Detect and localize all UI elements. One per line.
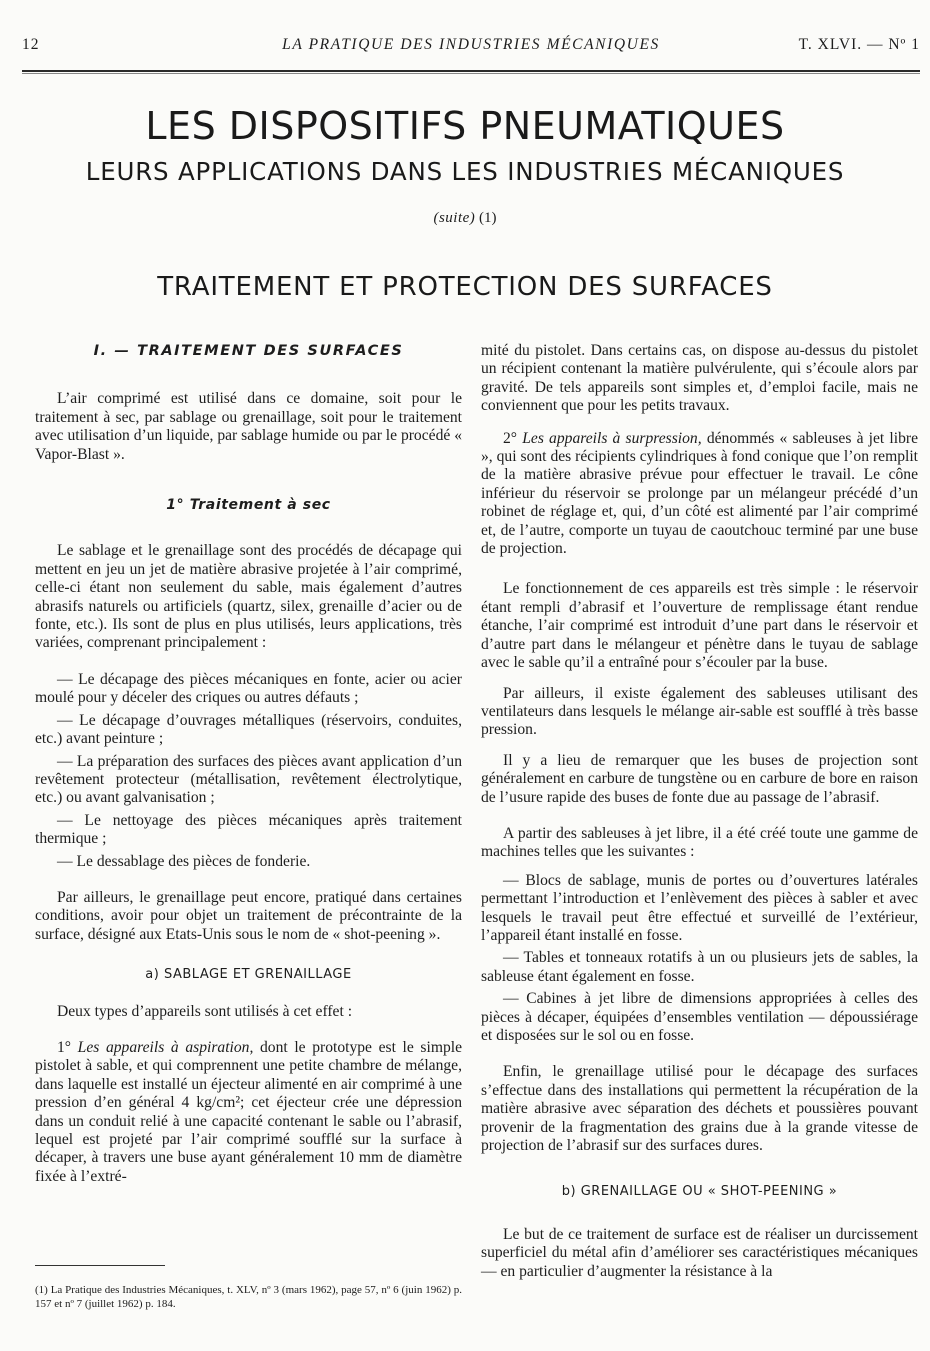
paragraph: Le fonctionnement de ces appareils est très simple : le réservoir étant rempli d’abrasif et l’ouverture de remplissage étant rendue étanche, l’air comprimé est introduit d’une part dans le réservoir et d’autre part dans le mélangeur et pénètre dans le tuyau de sablage avec le sable qu’il a entraîné pour s’écouler par la buse. bbox=[481, 580, 918, 672]
heading-shot-peening: b) GRENAILLAGE OU « SHOT-PEENING » bbox=[561, 1184, 838, 1200]
heading-traitement-surfaces: I. — TRAITEMENT DES SURFACES bbox=[93, 343, 404, 359]
paragraph bbox=[35, 1039, 462, 1186]
list-item: — Blocs de sablage, munis de portes ou d’ouvertures latérales permettant l’introduction et l’enlèvement des pièces à sabler et avec lesquels le travail peut être effectué et surveillé de l’extérieur, l’appareil étant installé en fosse. bbox=[481, 871, 918, 944]
heading-sablage-grenaillage: a) SABLAGE ET GRENAILLAGE bbox=[145, 967, 352, 983]
emphasis: Les appareils à aspiration, bbox=[77, 1038, 254, 1056]
header-rule-thin bbox=[22, 73, 920, 74]
heading-traitement-sec: 1° Traitement à sec bbox=[166, 497, 331, 514]
footnote-ref: (1) bbox=[479, 210, 497, 226]
running-header bbox=[22, 36, 920, 58]
article-subtitle: LEURS APPLICATIONS DANS LES INDUSTRIES MÉCANIQUES bbox=[85, 157, 845, 186]
suite-note bbox=[0, 210, 930, 227]
list-item: — Tables et tonneaux rotatifs à un ou plusieurs jets de sables, la sableuse étant également en fosse. bbox=[481, 949, 918, 985]
suite-label: (suite) bbox=[433, 210, 476, 226]
paragraph: Il y a lieu de remarquer que les buses de projection sont généralement en carbure de tungstène ou en carbure de bore en raison de l’usure rapide des buses de fonte due au passage de l’abrasif. bbox=[481, 751, 918, 806]
journal-title: LA PRATIQUE DES INDUSTRIES MÉCANIQUES bbox=[282, 36, 660, 53]
paragraph: mité du pistolet. Dans certains cas, on dispose au-dessus du pistolet un récipient contenant la matière pulvérulente, qui s’écoule alors par gravité. De tels appareils sont simples et, d’emploi facile, mais ne conviennent que pour les petits travaux. bbox=[481, 342, 918, 415]
list-item: — Le dessablage des pièces de fonderie. bbox=[57, 852, 311, 870]
list-number: 2° bbox=[503, 429, 523, 447]
paragraph: Enfin, le grenaillage utilisé pour le décapage des surfaces s’effectue dans des installations qui permettent la récupération de la matière abrasive avec séparation des déchets et poussières pouvant provenir de la fragmentation des grains due à la grande vitesse de projection de l’abrasif sur des surfaces dures. bbox=[481, 1063, 918, 1155]
emphasis: Les appareils à surpression, bbox=[522, 429, 702, 447]
paragraph: Deux types d’appareils sont utilisés à cet effet : bbox=[57, 1002, 353, 1020]
list-item: — Cabines à jet libre de dimensions appropriées à celles des pièces à décaper, équipées d’ensembles ventilation — dépoussiérage et disposées sur le sol ou en fosse. bbox=[481, 990, 918, 1044]
right-column bbox=[481, 342, 918, 1281]
list-item: — Le décapage des pièces mécaniques en fonte, acier ou acier moulé pour y déceler des criques ou autres défauts ; bbox=[35, 670, 462, 707]
paragraph: L’air comprimé est utilisé dans ce domaine, soit pour le traitement à sec, par sablage ou grenaillage, soit pour le traitement avec utilisation d’un liquide, par sablage humide ou par le procédé « Vapor-Blast ». bbox=[35, 390, 462, 463]
paragraph: Par ailleurs, le grenaillage peut encore, pratiqué dans certaines conditions, avoir pour objet un traitement de précontrainte de la surface, désigné aux Etats-Unis sous le nom de « shot-peening ». bbox=[35, 888, 462, 943]
paragraph: Par ailleurs, il existe également des sableuses utilisant des ventilateurs dans lesquels le mélange air-sable est soufflé à très basse pression. bbox=[481, 684, 918, 739]
footnote: (1) La Pratique des Industries Mécaniques, t. XLV, nº 3 (mars 1962), page 57, nº 6 (juin 1962) p. 157 et nº 7 (juillet 1962) p. 184. bbox=[35, 1284, 462, 1310]
list-item: — La préparation des surfaces des pièces avant application d’un revêtement protecteur (métallisation, revêtement électrolytique, etc.) ou avant galvanisation ; bbox=[35, 752, 462, 807]
volume-number: T. XLVI. — Nº 1 bbox=[798, 36, 920, 53]
footnote-rule bbox=[35, 1265, 165, 1266]
list-number: 1° bbox=[57, 1038, 78, 1056]
paragraph-text: dénommés « sableuses à jet libre », qui sont des récipients cylindriques à fond conique que l’on remplit de la matière abrasive prévue pour effectuer le travail. Le cône inférieur du réservoir se prolonge par un mélangeur précédé d’un robinet de réglage et, qui, d’un côté est alimenté par l’air comprimé et, de l’autre, comporte un tuyau de caoutchouc terminé par une buse de projection. bbox=[481, 429, 919, 558]
paragraph: Le sablage et le grenaillage sont des procédés de décapage qui mettent en jeu un jet de matière abrasive projetée à l’air comprimé, celle-ci étant non seulement du sable, mais également d’autres abrasifs naturels ou artificiels (quartz, silex, grenaille d’acier ou de fonte, etc.). Ils sont de plus en plus utilisés, leurs applications, très variées, comprenant principalement : bbox=[35, 542, 462, 652]
left-column bbox=[35, 342, 462, 1186]
paragraph: Le but de ce traitement de surface est de réaliser un durcissement superficiel du métal afin d’améliorer ses caractéristiques mécaniques — en particulier d’augmenter la résistance à la bbox=[481, 1225, 918, 1280]
header-rule bbox=[22, 70, 920, 72]
list-item: — Le nettoyage des pièces mécaniques après traitement thermique ; bbox=[35, 811, 462, 848]
paragraph-text: dont le prototype est le simple pistolet à sable, et qui comprennent une petite chambre de mélange, dans laquelle est installé un éjecteur alimenté en air comprimé à une pression d’en général 4 kg/cm²; cet éjecteur crée une dépression dans un conduit relié à une capacité contenant le sable ou l’abrasif, lequel est projeté par l’air comprimé soufflé sur la surface à décaper, à travers une buse ayant généralement 10 mm de diamètre fixée à l’extré- bbox=[35, 1038, 462, 1185]
paragraph bbox=[481, 430, 918, 559]
section-title: TRAITEMENT ET PROTECTION DES SURFACES bbox=[157, 272, 773, 302]
paragraph: A partir des sableuses à jet libre, il a été créé toute une gamme de machines telles que les suivantes : bbox=[481, 824, 918, 861]
list-item: — Le décapage d’ouvrages métalliques (réservoirs, conduites, etc.) avant peinture ; bbox=[35, 711, 462, 748]
page-number: 12 bbox=[22, 36, 40, 53]
article-title: LES DISPOSITIFS PNEUMATIQUES bbox=[145, 104, 785, 148]
